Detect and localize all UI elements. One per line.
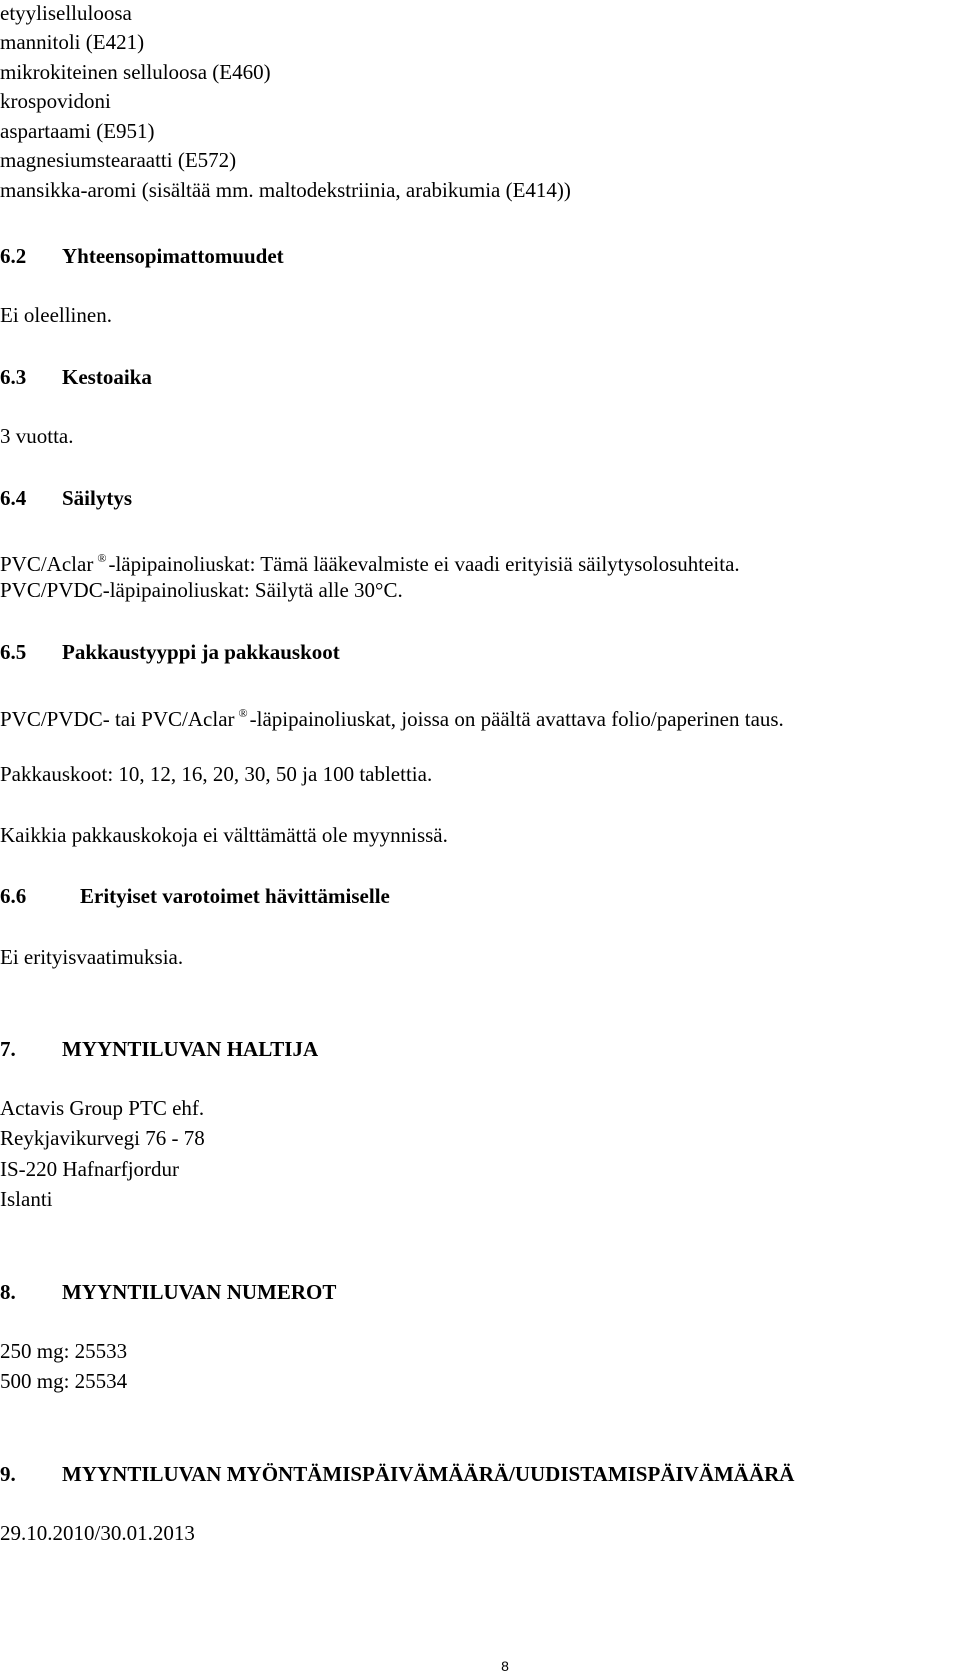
section-body: 3 vuotta. [0,424,74,448]
section-number: 6.5 [0,640,27,664]
section-title: Kestoaika [62,365,152,389]
excipient-item: etyyliselluloosa [0,1,132,25]
excipient-item: mikrokiteinen selluloosa (E460) [0,60,271,84]
registered-mark: ® [97,551,107,565]
section-title: Yhteensopimattomuudet [62,244,284,268]
excipient-item: magnesiumstearaatti (E572) [0,148,237,172]
section-title: MYYNTILUVAN HALTIJA [62,1037,319,1061]
section-number: 6.3 [0,365,27,389]
section-heading-6-6 [0,884,390,908]
text-span: PVC/PVDC- tai PVC/Aclar [0,707,235,731]
package-line: Pakkauskoot: 10, 12, 16, 20, 30, 50 ja 100 tablettia. [0,762,433,786]
section-number: 8. [0,1280,16,1304]
section-title: Erityiset varotoimet hävittämiselle [80,884,390,908]
holder-line: Actavis Group PTC ehf. [0,1096,205,1120]
holder-line: IS-220 Hafnarfjordur [0,1157,180,1181]
storage-line: PVC/PVDC-läpipainoliuskat: Säilytä alle 30°C. [0,578,403,602]
text-span: -läpipainoliuskat, joissa on päältä avattava folio/paperinen taus. [249,707,784,731]
section-heading-6-3 [0,365,152,389]
section-heading-6-4 [0,486,132,510]
section-heading-9 [0,1462,794,1486]
excipient-item: aspartaami (E951) [0,119,155,143]
authorisation-date: 29.10.2010/30.01.2013 [0,1521,195,1545]
package-line: Kaikkia pakkauskokoja ei välttämättä ole myynnissä. [0,823,448,847]
holder-line: Islanti [0,1187,53,1211]
section-heading-7 [0,1037,318,1061]
authorisation-number: 500 mg: 25534 [0,1369,128,1393]
section-heading-6-5 [0,640,340,664]
section-number: 7. [0,1037,16,1061]
text-span: PVC/Aclar [0,552,94,576]
section-number: 6.4 [0,486,27,510]
section-title: MYYNTILUVAN NUMEROT [62,1280,337,1304]
registered-mark: ® [238,706,248,720]
excipient-item: krospovidoni [0,89,111,113]
section-title: Pakkaustyyppi ja pakkauskoot [62,640,340,664]
excipient-item: mannitoli (E421) [0,30,145,54]
section-title: MYYNTILUVAN MYÖNTÄMISPÄIVÄMÄÄRÄ/UUDISTAMISPÄIVÄMÄÄRÄ [62,1462,795,1486]
authorisation-number: 250 mg: 25533 [0,1339,128,1363]
excipient-item: mansikka-aromi (sisältää mm. maltodekstriinia, arabikumia (E414)) [0,178,571,202]
section-heading-8 [0,1280,336,1304]
package-line [0,701,784,731]
section-number: 6.6 [0,884,27,908]
section-number: 6.2 [0,244,27,268]
section-body: Ei erityisvaatimuksia. [0,945,184,969]
storage-line [0,546,740,576]
text-span: -läpipainoliuskat: Tämä lääkevalmiste ei vaadi erityisiä säilytysolosuhteita. [108,552,740,576]
section-heading-6-2 [0,244,284,268]
section-title: Säilytys [62,486,133,510]
holder-line: Reykjavikurvegi 76 - 78 [0,1126,205,1150]
page-number: 8 [501,1658,509,1674]
section-body: Ei oleellinen. [0,303,112,327]
section-number: 9. [0,1462,16,1486]
